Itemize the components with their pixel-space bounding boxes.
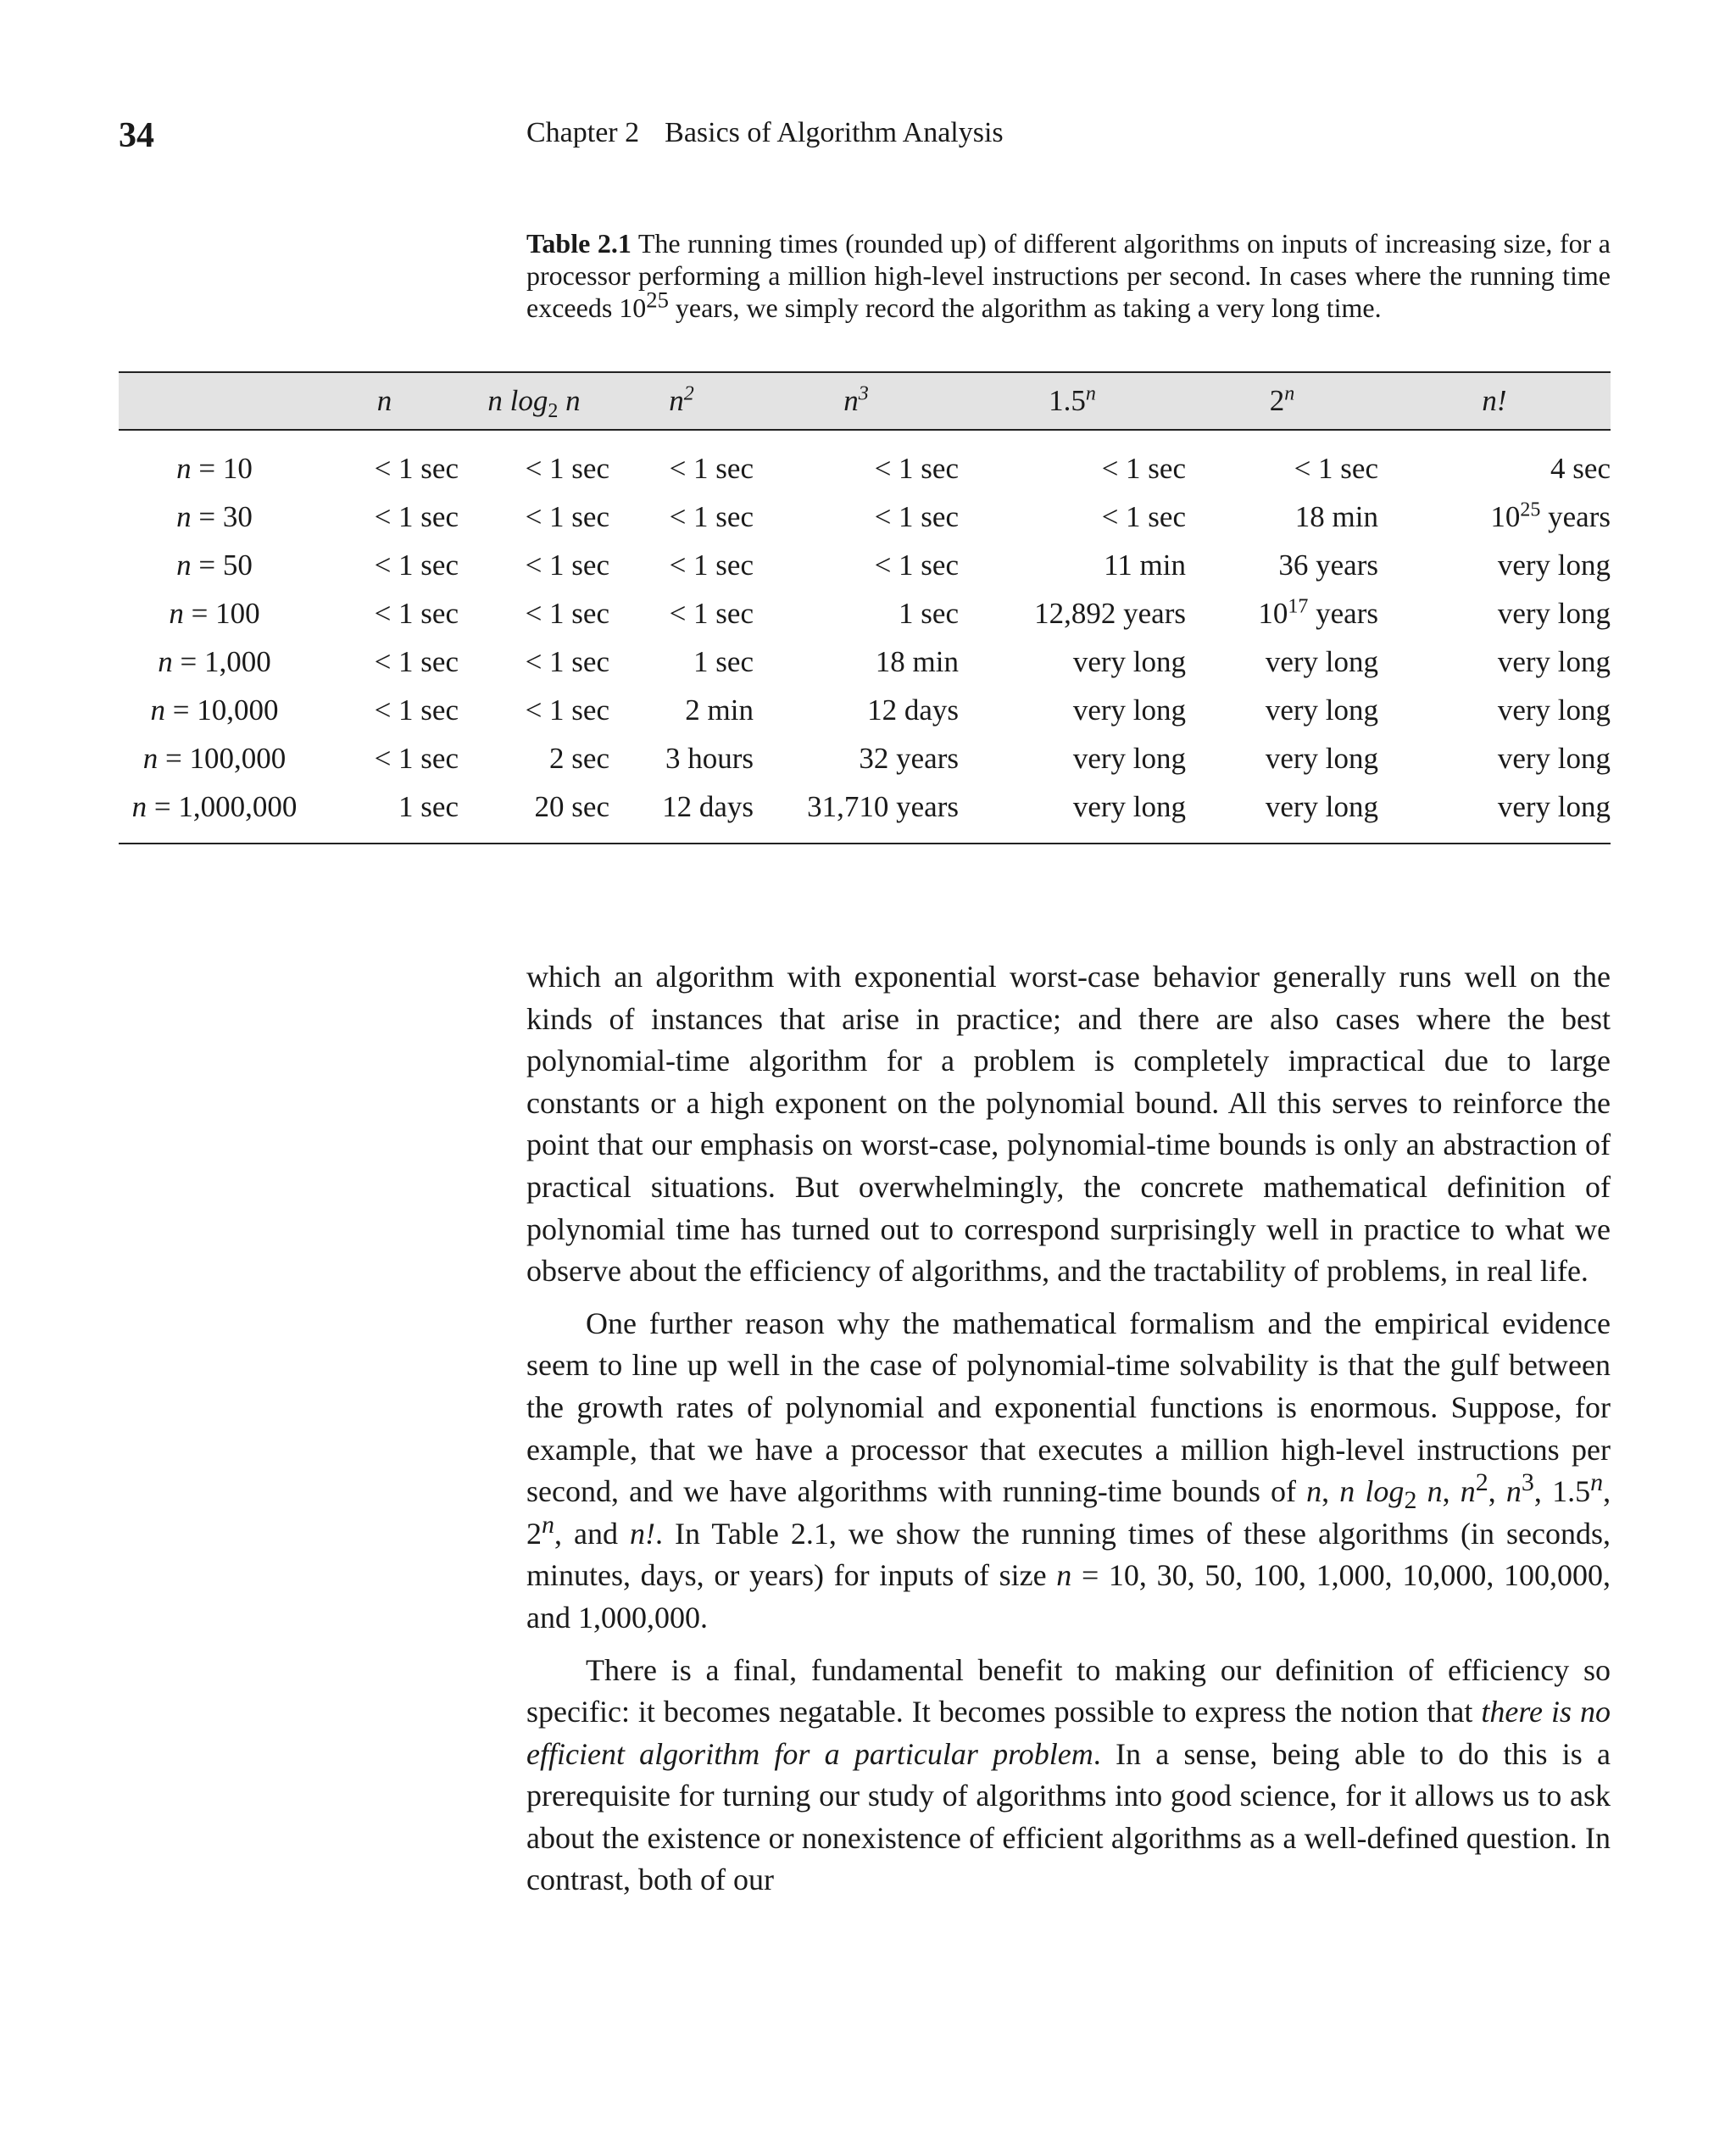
table-cell: 3 hours xyxy=(665,741,754,775)
table-cell: 12 days xyxy=(609,782,754,844)
table-cell: 18 min xyxy=(875,644,959,678)
table-header-row xyxy=(119,372,1611,430)
table-row xyxy=(119,638,1611,686)
table-cell: 31,710 years xyxy=(754,782,959,844)
column-header: 2$^n$ xyxy=(1186,372,1378,430)
table-cell: < 1 sec xyxy=(525,596,609,630)
table-cell: < 1 sec xyxy=(525,693,609,727)
table-cell: 32 years xyxy=(859,741,959,775)
table-cell: 1 sec xyxy=(310,782,459,844)
table-cell: < 1 sec xyxy=(374,644,459,678)
caption-text-end: years, we simply record the algorithm as taking a very long time. xyxy=(668,292,1382,323)
table-cell: < 1 sec xyxy=(525,499,609,533)
row-label: n = 1,000 xyxy=(158,644,271,678)
table-row xyxy=(119,430,1611,493)
table-row xyxy=(119,782,1611,844)
table-row xyxy=(119,589,1611,638)
table-cell: 11 min xyxy=(1104,548,1186,582)
running-head xyxy=(526,117,1004,149)
table-cell: < 1 sec xyxy=(669,548,754,582)
column-header: $n^2$ xyxy=(609,372,754,430)
table-cell: < 1 sec xyxy=(874,548,959,582)
header-corner xyxy=(119,372,310,430)
table-cell: < 1 sec xyxy=(374,451,459,485)
table-cell: < 1 sec xyxy=(1101,451,1186,485)
table-cell: < 1 sec xyxy=(525,548,609,582)
running-times-table xyxy=(119,371,1611,844)
table-cell: very long xyxy=(1497,596,1611,630)
caption-exponent: 25 xyxy=(646,287,669,313)
table-cell: 12,892 years xyxy=(1034,596,1186,630)
table-cell: 2 min xyxy=(685,693,754,727)
caption-text: The running times (rounded up) of different algorithms on inputs of increasing size, for a processor performing a million high-level instructions per second. In cases where the running time exceeds 10 xyxy=(526,228,1611,323)
column-header: n! xyxy=(1378,372,1611,430)
table-cell: < 1 sec xyxy=(374,693,459,727)
table-cell: < 1 sec xyxy=(374,548,459,582)
table-cell: < 1 sec xyxy=(525,451,609,485)
table-caption xyxy=(526,227,1611,324)
page-number: 34 xyxy=(119,116,154,155)
table-cell: < 1 sec xyxy=(525,644,609,678)
table-row xyxy=(119,493,1611,541)
chapter-title: Basics of Algorithm Analysis xyxy=(665,117,1004,148)
table-cell: very long xyxy=(1497,741,1611,775)
column-header: $n^3$ xyxy=(754,372,959,430)
table-cell: very long xyxy=(1378,782,1611,844)
table-cell: very long xyxy=(1497,693,1611,727)
row-label: n = 1,000,000 xyxy=(119,782,310,844)
table-cell: 18 min xyxy=(1294,499,1378,533)
table-cell: 20 sec xyxy=(459,782,609,844)
table-cell: < 1 sec xyxy=(374,596,459,630)
table-cell: very long xyxy=(1072,741,1186,775)
paragraph-1: which an algorithm with exponential worst-case behavior generally runs well on the kinds of instances that arise in practice; and there are also cases where the best polynomial-time algorithm for a problem is completely impractical due to large constants or a high exponent on the polynomial bound. All this serves to reinforce the point that our emphasis on worst-case, polynomial-time bounds is only an abstraction of practical situations. But overwhelmingly, the concrete mathematical definition of polynomial time has turned out to correspond surprisingly well in practice to what we observe about the efficiency of algorithms, and the tractability of problems, in real life. xyxy=(526,960,1611,1289)
emphasized-phrase: there is no efficient algorithm for a particular problem xyxy=(526,1695,1611,1771)
table-cell: very long xyxy=(1072,693,1186,727)
table-cell: < 1 sec xyxy=(669,499,754,533)
table-cell: < 1 sec xyxy=(669,451,754,485)
table-cell: 12 days xyxy=(867,693,959,727)
table-cell: < 1 sec xyxy=(374,741,459,775)
table-cell: very long xyxy=(1497,548,1611,582)
paragraph-3: There is a final, fundamental benefit to making our definition of efficiency so specific: it becomes negatable. It becomes possible to express the notion that there is no efficient algorithm for a particular problem. In a sense, being able to do this is a prerequisite for turning our study of algorithms into good science, for it allows us to ask about the existence or nonexistence of efficient algorithms as a well-defined question. In contrast, both of our xyxy=(526,1652,1611,1897)
paragraph-2: One further reason why the mathematical formalism and the empirical evidence seem to line up well in the case of polynomial-time solvability is that the gulf between the growth rates of polynomial and exponential functions is enormous. Suppose, for example, that we have a processor that executes a million high-level instructions per second, and we have algorithms with running-time bounds of n, n $\log_2 n$, $n^2$, $n^3$, 1.5$^n$, 2$^n$, and n!. In Table 2.1, we show the running times of these algorithms (in seconds, minutes, days, or years) for inputs of size n = 10, 30, 50, 100, 1,000, 10,000, 100,000, and 1,000,000. xyxy=(526,1306,1611,1634)
column-header: n $\log_2 n$ xyxy=(459,372,609,430)
table-cell: 1 sec xyxy=(693,644,754,678)
table-row xyxy=(119,686,1611,734)
table-cell: $10^{25}$ years xyxy=(1490,498,1611,533)
table-cell: < 1 sec xyxy=(874,499,959,533)
table-cell: < 1 sec xyxy=(1101,499,1186,533)
table-cell: very long xyxy=(1186,782,1378,844)
table-cell: < 1 sec xyxy=(874,451,959,485)
chapter-label: Chapter 2 xyxy=(526,117,640,148)
table-row xyxy=(119,541,1611,589)
body-text xyxy=(526,956,1611,1912)
row-label: n = 10 xyxy=(176,451,253,485)
table-cell: 2 sec xyxy=(549,741,609,775)
table-cell: 36 years xyxy=(1278,548,1378,582)
table-cell: very long xyxy=(1265,741,1378,775)
table-cell: very long xyxy=(959,782,1186,844)
table-cell: very long xyxy=(1265,693,1378,727)
table-row xyxy=(119,734,1611,782)
row-label: n = 100,000 xyxy=(142,741,287,775)
table-cell: very long xyxy=(1497,644,1611,678)
table-cell: < 1 sec xyxy=(669,596,754,630)
table-cell: very long xyxy=(1265,644,1378,678)
table-body xyxy=(119,430,1611,844)
row-label: n = 50 xyxy=(176,548,253,582)
table-label: Table 2.1 xyxy=(526,228,632,259)
table-cell: very long xyxy=(1072,644,1186,678)
table-cell: < 1 sec xyxy=(1294,451,1378,485)
row-label: n = 100 xyxy=(169,596,260,630)
row-label: n = 10,000 xyxy=(150,693,279,727)
row-label: n = 30 xyxy=(176,499,253,533)
column-header: 1.5$^n$ xyxy=(959,372,1186,430)
table-cell: 1 sec xyxy=(899,596,959,630)
table-cell: < 1 sec xyxy=(374,499,459,533)
column-header: n xyxy=(310,372,459,430)
table-cell: $10^{17}$ years xyxy=(1258,594,1378,630)
table-cell: 4 sec xyxy=(1550,451,1611,485)
